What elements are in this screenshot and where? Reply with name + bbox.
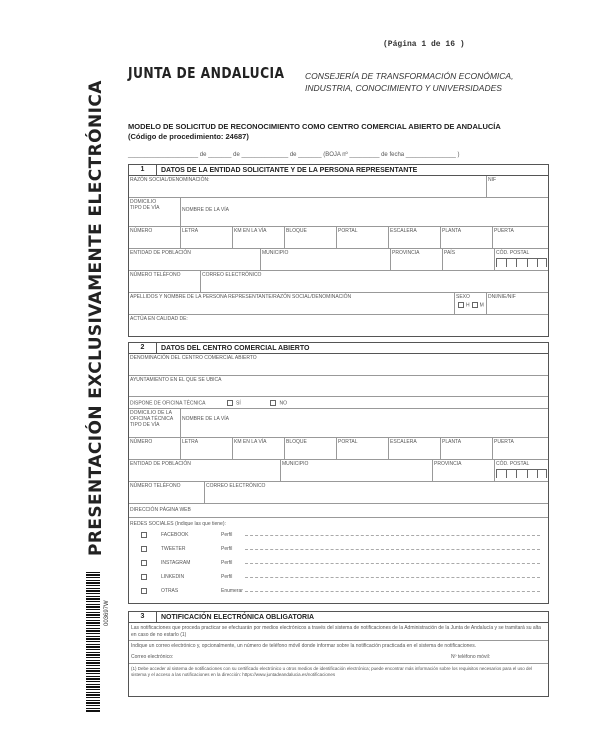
km-field[interactable]: KM EN LA VÍA	[233, 227, 285, 248]
tweeter-label: TWEETER	[161, 546, 186, 552]
tweeter-perfil-label: Perfil	[221, 546, 233, 552]
numero-field[interactable]: NÚMERO	[129, 227, 181, 248]
section-2-header	[129, 343, 548, 354]
barcode-code: 003697W	[104, 600, 110, 626]
boja-line: _____________________ de _______ de ______________ de _______ (BOJA nº _________ de fecha _______________ )	[128, 152, 460, 158]
tweeter-checkbox[interactable]	[141, 546, 147, 552]
ayuntamiento-field[interactable]: AYUNTAMIENTO EN EL QUE SE UBICA	[130, 377, 222, 383]
row-poblacion	[129, 249, 548, 271]
cod-postal-grid	[496, 258, 547, 267]
facebook-checkbox[interactable]	[141, 532, 147, 538]
row-ayuntamiento	[129, 376, 548, 397]
row-contacto	[129, 271, 548, 293]
sexo-h-checkbox[interactable]	[458, 302, 464, 308]
tipo-via-label: TIPO DE VÍA	[130, 205, 160, 211]
side-vertical-text: PRESENTACIÓN EXCLUSIVAMENTE ELECTRÓNICA	[86, 80, 106, 556]
section-1-number: 1	[129, 165, 157, 175]
oficina-entidad-poblacion-field[interactable]: ENTIDAD DE POBLACIÓN	[129, 460, 281, 481]
row-denominacion	[129, 354, 548, 376]
junta-logo: JUNTA DE ANDALUCIA	[128, 64, 285, 82]
oficina-municipio-field[interactable]: MUNICIPIO	[281, 460, 433, 481]
section-2	[128, 342, 549, 604]
pais-field[interactable]: PAÍS	[443, 249, 495, 270]
oficina-cod-postal-field[interactable]	[495, 460, 548, 481]
oficina-nombre-via-field[interactable]: NOMBRE DE LA VÍA	[182, 416, 229, 422]
section-3	[128, 611, 549, 697]
si-checkbox[interactable]	[227, 400, 233, 406]
barcode-icon	[86, 572, 100, 712]
otras-enumerar-label: Enumerar	[221, 588, 243, 594]
facebook-perfil-label: Perfil	[221, 532, 233, 538]
social-row-facebook	[129, 528, 548, 542]
oficina-letra-field[interactable]: LETRA	[181, 438, 233, 459]
row-representante	[129, 293, 548, 315]
oficina-portal-field[interactable]: PORTAL	[337, 438, 389, 459]
row-actua	[129, 315, 548, 335]
denominacion-field[interactable]: DENOMINACIÓN DEL CENTRO COMERCIAL ABIERTO	[130, 355, 257, 361]
oficina-cod-postal-label: CÓD. POSTAL	[496, 461, 530, 467]
form-title	[128, 122, 548, 142]
dispone-label: DISPONE DE OFICINA TÉCNICA	[130, 400, 206, 407]
notificacion-movil-field[interactable]: Nº teléfono móvil:	[451, 653, 491, 660]
notificacion-p1: Las notificaciones que proceda practicar se efectuarán por medios electrónicos a través del sistema de notificaciones de la Administración de la Junta de Andalucía y se tramitará su alta en caso de no estarlo (1)	[129, 623, 548, 641]
puerta-field[interactable]: PUERTA	[494, 228, 514, 234]
correo-field[interactable]: CORREO ELECTRÓNICO	[202, 272, 262, 278]
linkedin-perfil-input[interactable]	[245, 577, 540, 578]
row-web	[129, 504, 548, 518]
instagram-label: INSTAGRAM	[161, 560, 191, 566]
dispone-oficina	[129, 397, 548, 408]
section-3-header	[129, 612, 548, 623]
entidad-poblacion-field[interactable]: ENTIDAD DE POBLACIÓN	[129, 249, 261, 270]
social-row-tweeter	[129, 542, 548, 556]
domicilio-oficina-label: DOMICILIO DE LA OFICINA TÉCNICA	[130, 410, 174, 422]
linkedin-label: LINKEDIN	[161, 574, 185, 580]
provincia-field[interactable]: PROVINCIA	[391, 249, 443, 270]
linkedin-checkbox[interactable]	[141, 574, 147, 580]
procedure-code: (Código de procedimiento: 24687)	[128, 132, 249, 141]
oficina-planta-field[interactable]: PLANTA	[441, 438, 493, 459]
nombre-via-field[interactable]: NOMBRE DE LA VÍA	[182, 207, 229, 213]
form-title-text: MODELO DE SOLICITUD DE RECONOCIMIENTO COMO CENTRO COMERCIAL ABIERTO DE ANDALUCÍA	[128, 122, 501, 131]
section-2-number: 2	[129, 343, 157, 353]
sexo-m-label: M	[479, 302, 484, 309]
razon-social-field[interactable]: RAZÓN SOCIAL/DENOMINACIÓN:	[129, 176, 487, 197]
row-numero	[129, 227, 548, 249]
row-razon-social	[129, 176, 548, 198]
bloque-field[interactable]: BLOQUE	[285, 227, 337, 248]
no-label: NO	[279, 400, 287, 407]
otras-checkbox[interactable]	[141, 588, 147, 594]
oficina-correo-field[interactable]: CORREO ELECTRÓNICO	[206, 483, 266, 489]
sexo-h-label: H	[466, 302, 470, 309]
dni-field[interactable]: DNI/NIE/NIF	[488, 294, 516, 300]
linkedin-perfil-label: Perfil	[221, 574, 233, 580]
tweeter-perfil-input[interactable]	[245, 549, 540, 550]
redes-label: REDES SOCIALES (Indique las que tiene):	[130, 521, 226, 527]
row-oficina-poblacion	[129, 460, 548, 482]
oficina-numero-field[interactable]: NÚMERO	[129, 438, 181, 459]
notificacion-p2: Indique un correo electrónico y, opcionalmente, un número de teléfono móvil donde informar sobre la notificación practicada en el sistema de notificaciones.	[131, 643, 477, 649]
portal-field[interactable]: PORTAL	[337, 227, 389, 248]
oficina-bloque-field[interactable]: BLOQUE	[285, 438, 337, 459]
web-field[interactable]: DIRECCIÓN PÁGINA WEB	[130, 507, 191, 513]
letra-field[interactable]: LETRA	[181, 227, 233, 248]
planta-field[interactable]: PLANTA	[441, 227, 493, 248]
section-3-title: NOTIFICACIÓN ELECTRÓNICA OBLIGATORIA	[161, 613, 315, 621]
sexo-m-checkbox[interactable]	[472, 302, 478, 308]
section-1-title: DATOS DE LA ENTIDAD SOLICITANTE Y DE LA PERSONA REPRESENTANTE	[161, 166, 418, 174]
section-1	[128, 164, 549, 337]
otras-label: OTRAS	[161, 588, 179, 594]
nif-field[interactable]: NIF	[488, 177, 497, 183]
consejeria-name: CONSEJERÍA DE TRANSFORMACIÓN ECONÓMICA, INDUSTRIA, CONOCIMIENTO Y UNIVERSIDADES	[305, 71, 514, 93]
oficina-telefono-field[interactable]: NÚMERO TELÉFONO	[129, 482, 205, 503]
telefono-field[interactable]: NÚMERO TELÉFONO	[129, 271, 201, 292]
row-redes	[129, 518, 548, 602]
section-3-number: 3	[129, 612, 157, 622]
oficina-provincia-field[interactable]: PROVINCIA	[433, 460, 495, 481]
row-oficina-numero	[129, 438, 548, 460]
oficina-tipo-via-field[interactable]	[129, 409, 181, 437]
sexo-field	[455, 293, 487, 314]
section-2-title: DATOS DEL CENTRO COMERCIAL ABIERTO	[161, 344, 310, 352]
row-dispone	[129, 397, 548, 409]
notificacion-contacto	[129, 652, 548, 665]
page-indicator: (Página 1 de 16 )	[383, 40, 465, 49]
notificacion-nota: (1) Debe acceder al sistema de notificaciones con su certificado electrónico u otros medios de identificación electrónica; puede encontrar más información sobre los requisitos necesarios para el uso del sistema y el acceso a las notificaciones en la dirección: https://www.juntadeandalucia.es/notificaciones	[131, 666, 532, 677]
oficina-escalera-field[interactable]: ESCALERA	[389, 438, 441, 459]
instagram-checkbox[interactable]	[141, 560, 147, 566]
oficina-km-field[interactable]: KM EN LA VÍA	[233, 438, 285, 459]
escalera-field[interactable]: ESCALERA	[389, 227, 441, 248]
domicilio-label: DOMICILIO	[130, 199, 157, 205]
si-label: SÍ	[235, 400, 241, 407]
sexo-label: SEXO	[456, 294, 470, 300]
social-row-instagram	[129, 556, 548, 570]
instagram-perfil-label: Perfil	[221, 560, 233, 566]
oficina-tipo-via-label: TIPO DE VÍA	[130, 422, 160, 428]
social-row-otras	[129, 584, 548, 598]
oficina-puerta-field[interactable]: PUERTA	[494, 439, 514, 445]
cod-postal-label: CÓD. POSTAL	[496, 250, 530, 256]
no-checkbox[interactable]	[270, 400, 276, 406]
social-row-linkedin	[129, 570, 548, 584]
instagram-perfil-input[interactable]	[245, 563, 540, 564]
facebook-perfil-input[interactable]	[245, 535, 540, 536]
notificacion-correo-field[interactable]: Correo electrónico:	[131, 653, 174, 660]
row-domicilio-oficina	[129, 409, 548, 438]
section-1-header	[129, 165, 548, 176]
facebook-label: FACEBOOK	[161, 532, 189, 538]
apellidos-field[interactable]: APELLIDOS Y NOMBRE DE LA PERSONA REPRESENTANTE/RAZÓN SOCIAL/DENOMINACIÓN	[129, 293, 455, 314]
row-oficina-contacto	[129, 482, 548, 504]
otras-enumerar-input[interactable]	[245, 591, 540, 592]
cod-postal-field[interactable]	[495, 249, 548, 270]
row-domicilio	[129, 198, 548, 227]
tipo-via-field[interactable]	[129, 198, 181, 226]
municipio-field[interactable]: MUNICIPIO	[261, 249, 391, 270]
oficina-cod-postal-grid	[496, 469, 547, 478]
actua-field[interactable]: ACTÚA EN CALIDAD DE:	[130, 316, 188, 322]
